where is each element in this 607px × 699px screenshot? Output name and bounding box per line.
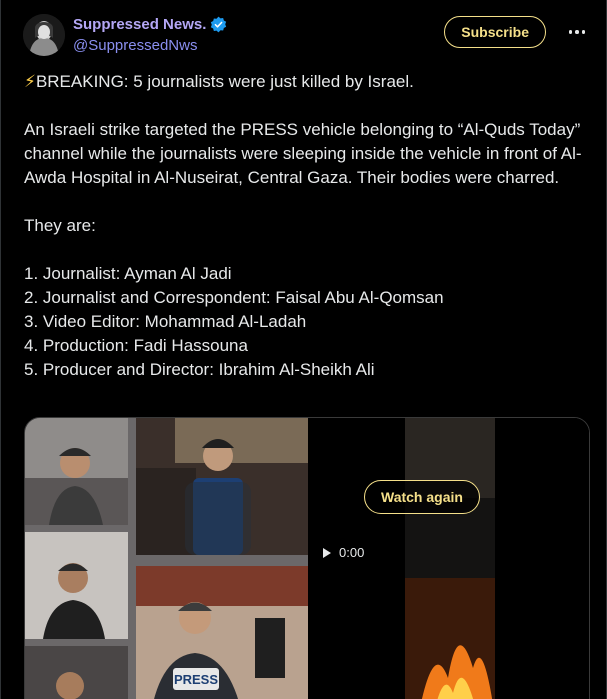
lightning-icon: ⚡ (24, 72, 36, 91)
more-dot (569, 30, 573, 34)
list-item: 2. Journalist and Correspondent: Faisal Abu Al-Qomsan (24, 288, 444, 307)
tweet-header (23, 14, 590, 56)
author-display-name[interactable]: Suppressed News. (73, 16, 207, 33)
list-item: 1. Journalist: Ayman Al Jadi (24, 264, 232, 283)
journalist-collage (25, 418, 308, 699)
list-item: 3. Video Editor: Mohammad Al-Ladah (24, 312, 307, 331)
author-name-row (73, 16, 227, 33)
headline (24, 70, 594, 94)
video-time: 0:00 (339, 545, 365, 560)
media-video[interactable] (24, 417, 590, 699)
more-dot (582, 30, 586, 34)
press-vest-text: PRESS (173, 672, 219, 687)
list-intro: They are: (24, 216, 96, 235)
list-item: 5. Producer and Director: Ibrahim Al-Sheikh Ali (24, 360, 375, 379)
collage-image (25, 418, 308, 699)
avatar-image (23, 14, 65, 56)
list-item: 4. Production: Fadi Hassouna (24, 336, 248, 355)
author-handle[interactable]: @SuppressedNws (73, 37, 198, 54)
more-horizontal-icon[interactable] (564, 22, 590, 42)
tweet-text (24, 70, 594, 382)
paragraph: An Israeli strike targeted the PRESS vehicle belonging to “Al-Quds Today” channel while the journalists were sleeping inside the vehicle in front of Al-Awda Hospital in Al-Nuseirat, Central Gaza. Their bodies were charred. (24, 120, 582, 187)
play-icon[interactable] (323, 548, 331, 558)
verified-badge-icon (210, 16, 227, 33)
avatar[interactable] (23, 14, 65, 56)
headline-text: BREAKING: 5 journalists were just killed by Israel. (35, 72, 414, 91)
video-controls (323, 545, 364, 560)
more-dot (575, 30, 579, 34)
watch-again-button[interactable]: Watch again (364, 480, 480, 514)
subscribe-button[interactable]: Subscribe (444, 16, 546, 48)
